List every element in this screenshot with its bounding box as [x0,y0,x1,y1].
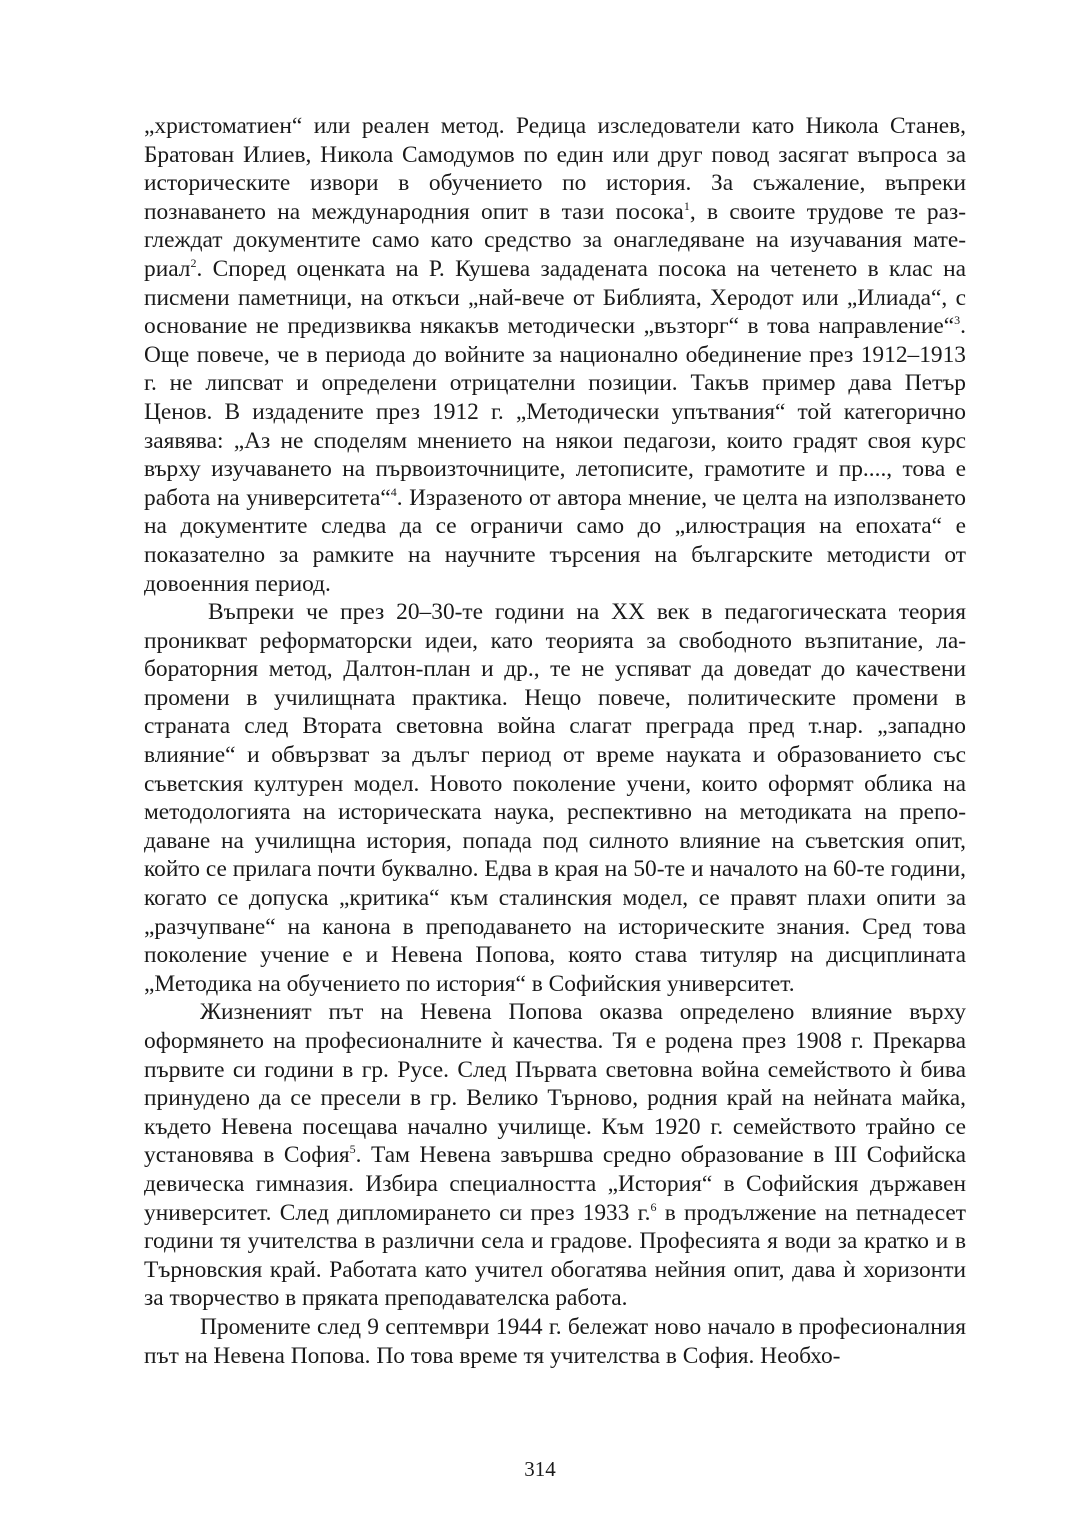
paragraph-text: Въпреки че през 20–30-те години на ХХ век в педагогическата теория проникват реформаторски идеи, като теорията за свободното възпитание, лабораторния метод, Далтон-план и др., те не успяват да доведат до качествени промени в училищната практика. Нещо повече, политическите промени в страната след Втората световна война слагат преграда пред т.нар. „западно влияние“ и обвързват за дълъг период от време науката и образованието със съветския културен модел. Новото поколение учени, които оформят облика на методологията на историческата наука, респективно на методиката на преподаване на училищна история, попада под силното влияние на съветския опит, който се прилага почти буквално. Едва в края на 50-те и началото на 60-те години, когато се допуска „критика“ към сталинския модел, се правят плахи опити за „разчупване“ на канона в преподаването на историческите знания. Сред това поколение учение е и Невена Попова, която става титуляр на дисциплината „Методика на обучението по история“ в Софийския университет. [144,599,966,997]
paragraph-text: , в своите трудове те разглеждат документите само като средство за онагледяване на изучавания материал [144,198,967,282]
paragraph-text: „христоматиен“ или реален метод. Редица изследователи като Никола Станев, Братован Илиев, Никола Самодумов по един или друг повод засягат въпроса за историческите извори в обучението по история. За съжаление, въпреки познаването на международния опит в тази посока [144,113,966,225]
paragraph-text: . Там Невена завършва средно образование в III Софийска девическа гимназия. Избира специалността „История“ в Софийския държавен университет. След дипломирането си през 1933 г. [144,1142,966,1226]
paragraph-1 [144,112,966,598]
paragraph-4 [144,1313,966,1370]
paragraph-text: в продължение на петнадесет години тя учителства в различни села и градове. Професията я води за кратко и в Търновския край. Работата като учител обогатява нейния опит, дава ѝ хоризонти за творчество в пряката преподавателска работа. [144,1199,967,1312]
footnote-marker[interactable]: 4 [390,484,397,499]
paragraph-text: Промените след 9 септември 1944 г. бележат ново начало в професионалния път на Невена Попова. По това време тя учителства в София. Необхо- [144,1313,966,1369]
page-number: 314 [524,1457,556,1481]
footnote-marker[interactable]: 3 [954,313,961,328]
footnote-marker[interactable]: 6 [650,1199,657,1214]
paragraph-text: . Изразеното от автора мнение, че целта на използването на документите следва да се ограничи само до „илюстрация на епохата“ е показателно за рамките на научните търсения на българските методисти от довоенния период. [144,484,966,597]
paragraph-text: . Според оценката на Р. Кушева зададената посока на четенето в клас на писмени паметници, на откъси „най-вече от Библията, Херодот или „Илиада“, с основание не предизвиква някакъв методически „възторг“ в това направление“ [144,255,966,340]
paragraph-text: Жизненият път на Невена Попова оказва определено влияние върху оформянето на професионалните ѝ качества. Тя е родена през 1908 г. Прекарва първите си години в гр. Русе. След Първата световна война семейството ѝ бива принудено да се пресели в гр. Велико Търново, родния край на нейната майка, където Невена посещава начално училище. Към 1920 г. семейството трайно се установява в София [144,999,966,1169]
paragraph-3 [144,998,966,1313]
paragraph-2 [144,598,966,998]
footnote-marker[interactable]: 1 [683,198,690,213]
footnote-marker[interactable]: 5 [349,1142,356,1157]
footnote-marker[interactable]: 2 [190,256,197,271]
paragraph-text: . Още повече, че в периода до войните за национално обединение през 1912–1913 г. не липсват и определени отрицателни позиции. Такъв пример дава Петър Ценов. В издадените през 1912 г. „Методически упътвания“ той категорично заявява: „Аз не споделям мнението на някои педагози, които градят своя курс върху изучаването на първоизточниците, летописите, грамотите и пр...., това е работа на университета“ [144,313,966,511]
document-page [144,112,966,1370]
